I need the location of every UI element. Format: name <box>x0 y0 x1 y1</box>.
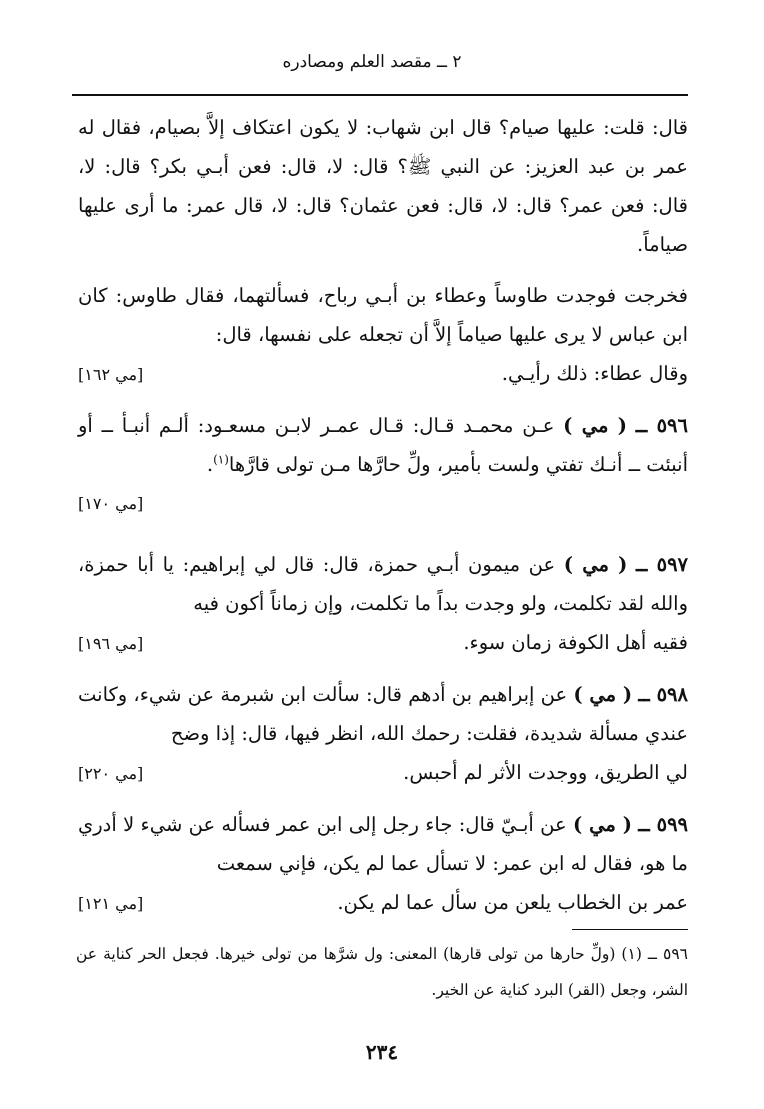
footnote: ٥٩٦ ــ (١) (ولِّ حارها من تولى قارها) المعنى: ول شرَّها من تولى خيرها. فجعل الحر كناية عن الشر، وجعل (القر) البرد كناية عن الخير. <box>76 945 688 999</box>
entry-number: ٥٩٩ ــ <box>638 813 689 836</box>
entry-596 <box>78 406 688 523</box>
source-ref: [مي ١٩٦] <box>78 634 144 653</box>
entry-599 <box>78 805 688 923</box>
entry-text <box>78 675 688 753</box>
source-ref: [مي ١٦٢] <box>78 365 144 384</box>
entry-closing: لي الطريق، ووجدت الأثر لم أحبس. <box>403 761 688 784</box>
entry-body: عـن محمـد قـال: قـال عمـر لابـن مسعـود: ألـم أنبـأ ــ أو أنبئت ــ أنـك تفتي ولست بأمير، ولِّ حارَّها مـن تولى قارَّها <box>78 414 688 476</box>
entry-597 <box>78 545 688 663</box>
header-rule <box>72 94 688 96</box>
entry-last-line <box>78 753 688 793</box>
entry-body: عن ميمون أبـي حمزة، قال: قال لي إبراهيم: يا أبا حمزة، والله لقد تكلمت، ولو وجدت بداً ما تكلمت، وإن زماناً أكون فيه <box>78 553 688 615</box>
running-title: ٢ ــ مقصد العلم ومصادره <box>282 52 462 72</box>
entry-number: ٥٩٦ ــ <box>635 414 688 437</box>
source-ref: [مي ١٧٠] <box>78 494 144 513</box>
entry-tag: ( مي ) <box>563 414 628 437</box>
entry-text: ٥٩٦ ــ ( مي ) عـن محمـد قـال: قـال عمـر لابـن مسعـود: ألـم أنبـأ ــ أو أنبئت ــ أنـك تفتي ولست بأمير، ولِّ حارَّها مـن تولى قارَّها$^{(١)}$. <box>78 414 688 476</box>
paragraph-2: فخرجت فوجدت طاوساً وعطاء بن أبـي رباح، فسألتهما، فقال طاوس: كان ابن عباس لا يرى عليها صياماً إلاَّ أن تجعله على نفسها، قال: <box>78 284 688 346</box>
footnote-marker: (١) <box>213 452 229 467</box>
page-body <box>78 108 688 923</box>
source-ref: [مي ٢٢٠] <box>78 764 144 783</box>
entry-closing: عمر بن الخطاب يلعن من سأل عما لم يكن. <box>337 891 688 914</box>
entry-text <box>78 545 688 623</box>
entry-last-line <box>78 883 688 923</box>
source-ref: [مي ١٢١] <box>78 894 144 913</box>
footnote-rule <box>572 929 688 930</box>
entry-body: عن إبراهيم بن أدهم قال: سألت ابن شبرمة عن شيء، وكانت عندي مسألة شديدة، فقلت: رحمك الله، انظر فيها، قال: إذا وضح <box>78 683 688 745</box>
entry-text <box>78 805 688 883</box>
entry-closing: فقيه أهل الكوفة زمان سوء. <box>463 631 688 654</box>
entry-number: ٥٩٨ ــ <box>638 683 688 706</box>
entry-tag: ( مي ) <box>572 813 632 836</box>
paragraph-1: قال: قلت: عليها صيام؟ قال ابن شهاب: لا يكون اعتكاف إلاَّ بصيام، فقال له عمر بن عبد العزيز: عن النبي ﷺ؟ قال: لا، قال: فعن أبـي بكر؟ قال: لا، قال: فعن عمر؟ قال: لا، قال: فعن عثمان؟ قال: لا، قال عمر: ما أرى عليها صياماً. <box>78 116 688 256</box>
paragraph-2-closing: وقال عطاء: ذلك رأيـي. <box>501 362 688 385</box>
entry-last-line <box>78 623 688 663</box>
entry-tag: ( مي ) <box>563 553 628 576</box>
page-number: ٢٣٤ <box>365 1040 399 1064</box>
entry-body: عن أبـيّ قال: جاء رجل إلى ابن عمر فسأله عن شيء لا أدري ما هو، فقال له ابن عمر: لا تسأل عما لم يكن، فإني سمعت <box>78 813 688 875</box>
entry-598 <box>78 675 688 793</box>
paragraph-2-last-line <box>78 354 688 394</box>
entry-number: ٥٩٧ ــ <box>635 553 689 576</box>
entry-tag: ( مي ) <box>573 683 633 706</box>
